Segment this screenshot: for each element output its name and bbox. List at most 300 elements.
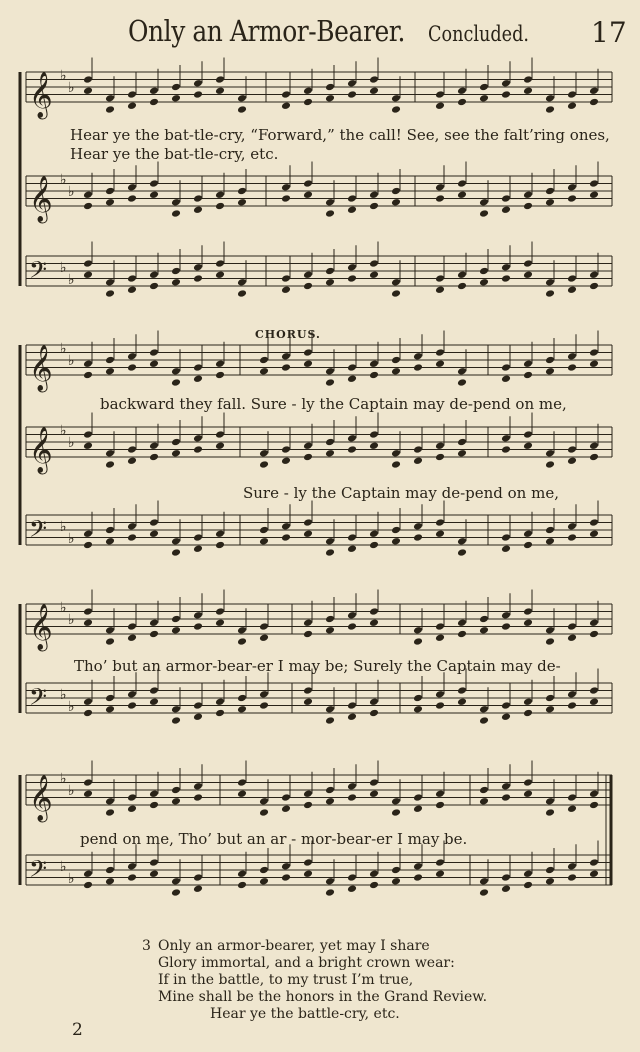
note-head [171,438,181,447]
note-head [479,716,489,725]
note-head [523,618,533,627]
note-head [259,690,269,699]
note-head [105,626,115,635]
note-head [105,356,115,365]
note-head [567,701,577,710]
note-head [457,449,467,458]
flat-icon: ♭ [68,531,75,547]
note-head [281,194,291,203]
note-head [325,615,335,624]
note-head [281,183,291,192]
verse-line-1: Only an armor-bearer, yet may I share [158,938,430,954]
note-head [127,274,137,283]
note-head [457,630,467,639]
note-head [193,194,203,203]
note-head [237,705,247,714]
note-head [479,705,489,714]
note-head [457,190,467,199]
flat-icon: ♭ [60,423,67,439]
note-head [237,105,247,114]
lyric-line-3: backward they fall. Sure - ly the Captain may de-pend on me, [100,395,567,413]
note-head [435,869,445,878]
note-head [83,881,93,890]
note-head [479,797,489,806]
note-head [215,259,225,268]
note-head [237,881,247,890]
note-head [83,541,93,550]
note-head [457,438,467,447]
note-head [303,98,313,107]
note-head [391,278,401,287]
note-head [369,709,379,718]
page-subtitle: Concluded. [428,22,529,46]
note-head [83,430,93,439]
note-head [127,533,137,542]
note-head [83,778,93,787]
note-head [281,862,291,871]
flat-icon: ♭ [68,871,75,887]
note-head [501,374,511,383]
note-head [127,352,137,361]
note-head [237,869,247,878]
note-head [523,778,533,787]
note-head [347,363,357,372]
flat-icon: ♭ [68,353,75,369]
note-head [303,697,313,706]
note-head [391,537,401,546]
note-head [435,183,445,192]
note-head [215,529,225,538]
note-head [479,267,489,276]
note-head [237,637,247,646]
note-head [545,626,555,635]
note-head [479,278,489,287]
note-head [149,348,159,357]
note-head [303,858,313,867]
note-head [127,456,137,465]
treble-clef-icon: 𝄞 [29,775,53,821]
note-head [501,544,511,553]
note-head [457,270,467,279]
flat-icon: ♭ [68,272,75,288]
note-head [479,94,489,103]
note-head [413,363,423,372]
flat-icon: ♭ [60,260,67,276]
note-head [171,537,181,546]
note-head [127,873,137,882]
note-head [215,607,225,616]
note-head [479,209,489,218]
note-head [545,289,555,298]
note-head [105,866,115,875]
note-head [501,434,511,443]
note-head [479,615,489,624]
note-head [259,866,269,875]
note-head [303,359,313,368]
note-head [369,430,379,439]
note-head [83,75,93,84]
note-head [281,90,291,99]
note-head [413,705,423,714]
note-head [435,274,445,283]
note-head [589,179,599,188]
note-head [347,701,357,710]
note-head [215,541,225,550]
note-head [105,797,115,806]
note-head [237,694,247,703]
note-head [369,86,379,95]
note-head [215,359,225,368]
note-head [567,456,577,465]
note-head [171,378,181,387]
flat-icon: ♭ [68,80,75,96]
note-head [149,270,159,279]
lyric-line-5: Tho’ but an armor-bear-er I may be; Surely the Captain may de- [74,657,561,675]
note-head [501,701,511,710]
note-head [215,190,225,199]
note-head [369,190,379,199]
note-head [325,548,335,557]
note-head [281,804,291,813]
note-head [523,259,533,268]
note-head [83,697,93,706]
note-head [369,618,379,627]
note-head [347,90,357,99]
note-head [215,697,225,706]
note-head [105,187,115,196]
note-head [589,869,599,878]
note-head [105,367,115,376]
note-head [589,282,599,291]
note-head [347,793,357,802]
note-head [567,793,577,802]
flat-icon: ♭ [68,612,75,628]
verse-line-5: Hear ye the battle-cry, etc. [210,1006,400,1022]
note-head [457,378,467,387]
note-head [149,179,159,188]
note-head [171,94,181,103]
note-head [325,209,335,218]
note-head [127,622,137,631]
note-head [105,637,115,646]
note-head [391,877,401,886]
note-head [171,797,181,806]
note-head [303,529,313,538]
note-head [523,270,533,279]
note-head [237,789,247,798]
note-head [83,190,93,199]
note-head [127,701,137,710]
note-head [303,789,313,798]
note-head [127,183,137,192]
note-head [589,697,599,706]
note-head [479,626,489,635]
treble-clef-icon: 𝄞 [29,604,53,650]
note-head [127,363,137,372]
note-head [127,633,137,642]
note-head [457,618,467,627]
note-head [303,453,313,462]
note-head [303,618,313,627]
note-head [193,533,203,542]
note-head [501,712,511,721]
note-head [347,194,357,203]
note-head [589,789,599,798]
note-head [413,445,423,454]
note-head [567,622,577,631]
note-head [347,611,357,620]
note-head [171,786,181,795]
note-head [545,866,555,875]
note-head [435,194,445,203]
note-head [589,686,599,695]
note-head [369,359,379,368]
note-head [567,445,577,454]
note-head [347,79,357,88]
note-head [105,460,115,469]
note-head [391,94,401,103]
verse-line-3: If in the battle, to my trust I’m true, [158,972,414,988]
note-head [237,289,247,298]
note-head [413,793,423,802]
note-head [215,75,225,84]
note-head [259,526,269,535]
note-head [523,359,533,368]
note-head [435,453,445,462]
note-head [545,94,555,103]
note-head [347,622,357,631]
note-head [237,187,247,196]
note-head [369,789,379,798]
note-head [413,694,423,703]
note-head [391,356,401,365]
note-head [457,98,467,107]
note-head [193,701,203,710]
note-head [83,607,93,616]
note-head [589,270,599,279]
note-head [501,79,511,88]
note-head [127,90,137,99]
note-head [325,877,335,886]
note-head [435,858,445,867]
note-head [105,877,115,886]
page-title: Only an Armor-Bearer. [128,14,406,48]
note-head [413,456,423,465]
note-head [435,101,445,110]
verse-number: 3 [142,938,151,954]
note-head [523,607,533,616]
note-head [435,285,445,294]
note-head [281,274,291,283]
note-head [545,367,555,376]
treble-clef-icon: 𝄞 [29,427,53,473]
note-head [281,533,291,542]
note-head [369,607,379,616]
note-head [347,782,357,791]
note-head [391,460,401,469]
note-head [479,786,489,795]
note-head [413,533,423,542]
verse-line-4: Mine shall be the honors in the Grand Review. [158,989,488,1005]
note-head [127,194,137,203]
note-head [193,205,203,214]
note-head [413,862,423,871]
note-head [391,289,401,298]
note-head [391,367,401,376]
note-head [83,259,93,268]
note-head [435,633,445,642]
note-head [259,701,269,710]
note-head [325,626,335,635]
note-head [545,637,555,646]
note-head [457,282,467,291]
note-head [193,873,203,882]
note-head [127,522,137,531]
note-head [325,786,335,795]
flat-icon: ♭ [60,687,67,703]
note-head [149,858,159,867]
note-head [435,348,445,357]
note-head [303,190,313,199]
note-head [105,705,115,714]
note-head [83,618,93,627]
note-head [435,529,445,538]
note-head [567,194,577,203]
note-head [171,449,181,458]
note-head [149,282,159,291]
note-head [545,449,555,458]
note-head [325,267,335,276]
note-head [479,877,489,886]
note-head [567,274,577,283]
note-head [369,778,379,787]
note-head [523,441,533,450]
note-head [149,801,159,810]
flat-icon: ♭ [68,435,75,451]
note-head [303,518,313,527]
note-head [545,797,555,806]
note-head [567,873,577,882]
note-head [545,705,555,714]
note-head [193,79,203,88]
note-head [171,198,181,207]
note-head [369,270,379,279]
note-head [413,873,423,882]
note-head [347,374,357,383]
note-head [347,205,357,214]
note-head [347,445,357,454]
note-head [193,90,203,99]
note-head [303,869,313,878]
note-head [83,371,93,380]
note-head [589,359,599,368]
bass-clef-icon: 𝄢 [29,683,48,716]
note-head [105,289,115,298]
note-head [303,179,313,188]
note-head [347,884,357,893]
verse-line-2: Glory immortal, and a bright crown wear: [158,955,455,971]
note-head [237,626,247,635]
note-head [589,348,599,357]
note-head [259,808,269,817]
flat-icon: ♭ [60,600,67,616]
note-head [413,626,423,635]
note-head [391,198,401,207]
note-head [303,801,313,810]
note-head [501,793,511,802]
note-head [369,697,379,706]
note-head [325,367,335,376]
note-head [589,801,599,810]
note-head [127,690,137,699]
note-head [193,263,203,272]
note-head [149,869,159,878]
note-head [171,626,181,635]
note-head [171,209,181,218]
note-head [501,274,511,283]
flat-icon: ♭ [68,184,75,200]
note-head [523,190,533,199]
note-head [281,352,291,361]
note-head [369,541,379,550]
note-head [171,716,181,725]
note-head [545,187,555,196]
note-head [523,430,533,439]
note-head [171,278,181,287]
note-head [589,86,599,95]
note-head [325,198,335,207]
note-head [391,526,401,535]
note-head [567,352,577,361]
note-head [215,441,225,450]
note-head [171,705,181,714]
note-head [281,363,291,372]
flat-icon: ♭ [60,519,67,535]
note-head [171,615,181,624]
note-head [369,529,379,538]
note-head [259,622,269,631]
note-head [149,686,159,695]
note-head [369,202,379,211]
note-head [83,789,93,798]
note-head [259,633,269,642]
note-head [347,533,357,542]
note-head [105,526,115,535]
note-head [567,522,577,531]
note-head [325,378,335,387]
note-head [105,537,115,546]
note-head [545,526,555,535]
note-head [193,782,203,791]
flat-icon: ♭ [60,172,67,188]
note-head [193,884,203,893]
note-head [83,441,93,450]
note-head [435,518,445,527]
note-head [589,441,599,450]
note-head [391,449,401,458]
note-head [193,544,203,553]
note-head [193,712,203,721]
note-head [237,778,247,787]
note-head [545,694,555,703]
note-head [435,801,445,810]
note-head [501,194,511,203]
treble-clef-icon: 𝄞 [29,176,53,222]
note-head [325,83,335,92]
note-head [193,622,203,631]
lyric-line-2: Hear ye the bat-tle-cry, etc. [70,145,279,163]
note-head [303,86,313,95]
